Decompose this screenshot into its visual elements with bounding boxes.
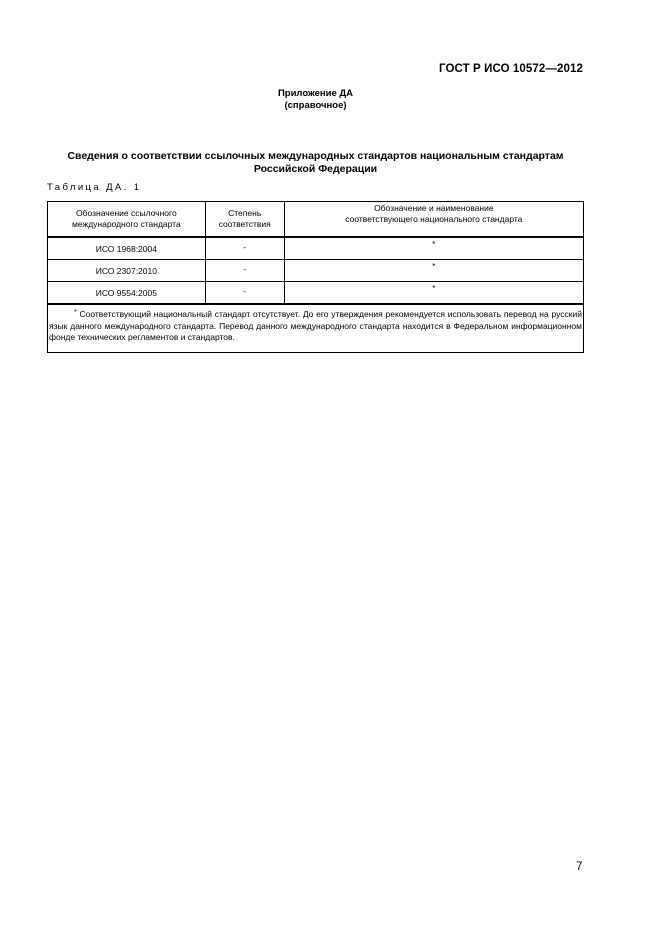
table-caption: Таблица ДА. 1	[47, 182, 142, 193]
header-col2-line-1: Степень	[228, 208, 262, 218]
table-row	[48, 282, 584, 305]
cell-standard: ИСО 2307:2010	[48, 260, 206, 282]
header-col3-line-1: Обозначение и наименование	[374, 203, 494, 213]
standards-table	[47, 201, 584, 353]
cell-national: *	[284, 260, 583, 282]
cell-standard: ИСО 9554:2005	[48, 282, 206, 305]
table-footnote-row	[48, 304, 584, 352]
footnote-text: Соответствующий национальный стандарт отсутствует. До его утверждения рекомендуется использовать перевод на русский язык данного международного стандарта. Перевод данного международного стандарта находится в Федеральном информационном фонде технических регламентов и стандартов.	[49, 309, 582, 342]
section-title-line-2: Российской Федерации	[253, 163, 378, 175]
header-national-standard	[284, 202, 583, 238]
header-international-standard	[48, 202, 206, 238]
cell-national: *	[284, 282, 583, 305]
table-row	[48, 237, 584, 260]
page-number: 7	[576, 861, 583, 873]
header-col2-line-2: соответствия	[218, 219, 271, 229]
appendix-subtitle: (справочное)	[284, 100, 347, 111]
cell-standard: ИСО 1968:2004	[48, 237, 206, 260]
table-header-row	[48, 202, 584, 238]
header-col3-line-2: соответствующего национального стандарта	[345, 214, 523, 224]
cell-national: *	[284, 237, 583, 260]
appendix-title: Приложение ДА	[277, 88, 354, 99]
section-title-line-1: Сведения о соответствии ссылочных международных стандартов национальным стандартам	[67, 150, 564, 162]
header-col1-line-1: Обозначение ссылочного	[76, 208, 177, 218]
section-title	[30, 150, 601, 176]
cell-degree: -	[205, 260, 284, 282]
header-degree-of-correspondence	[205, 202, 284, 238]
footnote-mark: *	[74, 309, 77, 316]
cell-degree: -	[205, 282, 284, 305]
cell-degree: -	[205, 237, 284, 260]
table-footnote	[48, 304, 584, 352]
table-row	[48, 260, 584, 282]
appendix-heading	[0, 88, 631, 112]
header-col1-line-2: международного стандарта	[72, 219, 181, 229]
document-code: ГОСТ Р ИСО 10572—2012	[438, 63, 583, 75]
